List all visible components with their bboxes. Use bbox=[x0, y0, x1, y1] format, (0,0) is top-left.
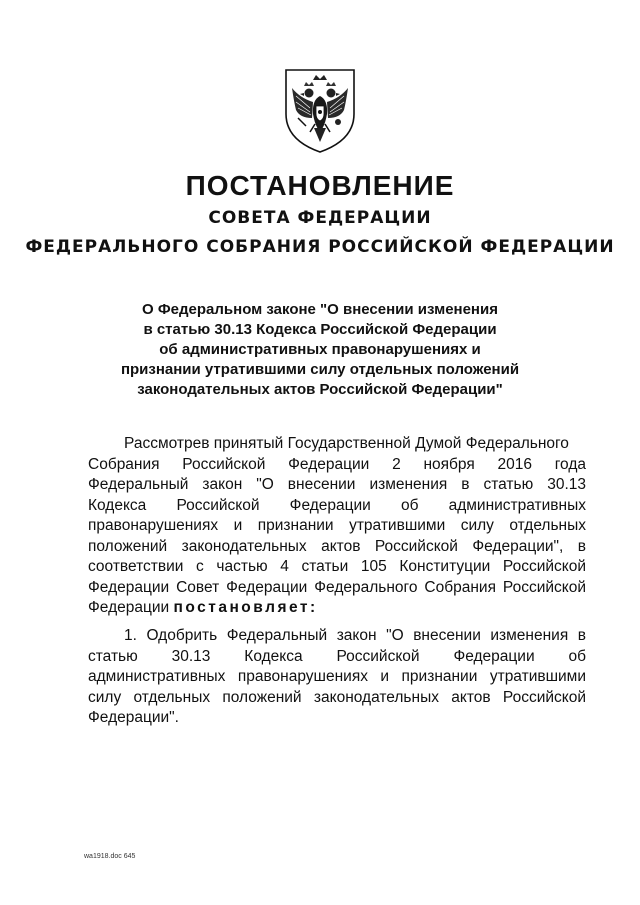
paragraph-line: правонарушениях и признании утратившими силу отдельных bbox=[88, 517, 586, 534]
preamble-paragraph bbox=[88, 434, 586, 619]
paragraph-line: 1. Одобрить Федеральный закон "О внесении изменения в bbox=[124, 627, 586, 644]
subject-line: признании утратившими силу отдельных положений bbox=[120, 361, 520, 378]
paragraph-line: силу отдельных положений законодательных актов Российской bbox=[88, 688, 586, 706]
paragraph-line: положений законодательных актов Российской Федерации", в bbox=[88, 537, 586, 555]
issuing-council: СОВЕТА ФЕДЕРАЦИИ bbox=[208, 208, 432, 228]
paragraph-line: Собрания Российской Федерации 2 ноября 2016 года bbox=[88, 455, 586, 473]
paragraph-line: Рассмотрев принятый Государственной Думой Федерального bbox=[124, 435, 569, 452]
double-headed-eagle-icon bbox=[282, 66, 358, 156]
subject-line: О Федеральном законе "О внесении изменения bbox=[142, 301, 498, 318]
closing-prefix: Федерации bbox=[88, 599, 174, 616]
paragraph-line: Федеральный закон "О внесении изменения в статью 30.13 bbox=[88, 476, 586, 493]
file-code: wa1918.doc 645 bbox=[84, 853, 136, 860]
coat-of-arms-emblem bbox=[282, 66, 358, 156]
paragraph-line: статью 30.13 Кодекса Российской Федерации об bbox=[88, 647, 586, 665]
issuing-assembly: ФЕДЕРАЛЬНОГО СОБРАНИЯ РОССИЙСКОЙ ФЕДЕРАЦИИ bbox=[25, 237, 615, 257]
subject-line: законодательных актов Российской Федерации" bbox=[137, 381, 503, 398]
subject-line: об административных правонарушениях и bbox=[159, 341, 481, 358]
resolves-word: постановляет: bbox=[173, 599, 318, 616]
paragraph-line: соответствии с частью 4 статьи 105 Конституции Российской bbox=[88, 558, 586, 575]
paragraph-line: Федерации Совет Федерации Федерального Собрания Российской bbox=[88, 578, 586, 596]
resolution-subject bbox=[80, 300, 560, 400]
paragraph-line: Федерации". bbox=[88, 709, 179, 726]
document-title: ПОСТАНОВЛЕНИЕ bbox=[185, 170, 455, 201]
paragraph-line: административных правонарушениях и признании утратившими bbox=[88, 668, 586, 685]
paragraph-line bbox=[88, 598, 586, 619]
subject-line: в статью 30.13 Кодекса Российской Федерации bbox=[143, 321, 497, 338]
paragraph-line: Кодекса Российской Федерации об административных bbox=[88, 496, 586, 514]
clause-1-paragraph bbox=[88, 626, 586, 729]
